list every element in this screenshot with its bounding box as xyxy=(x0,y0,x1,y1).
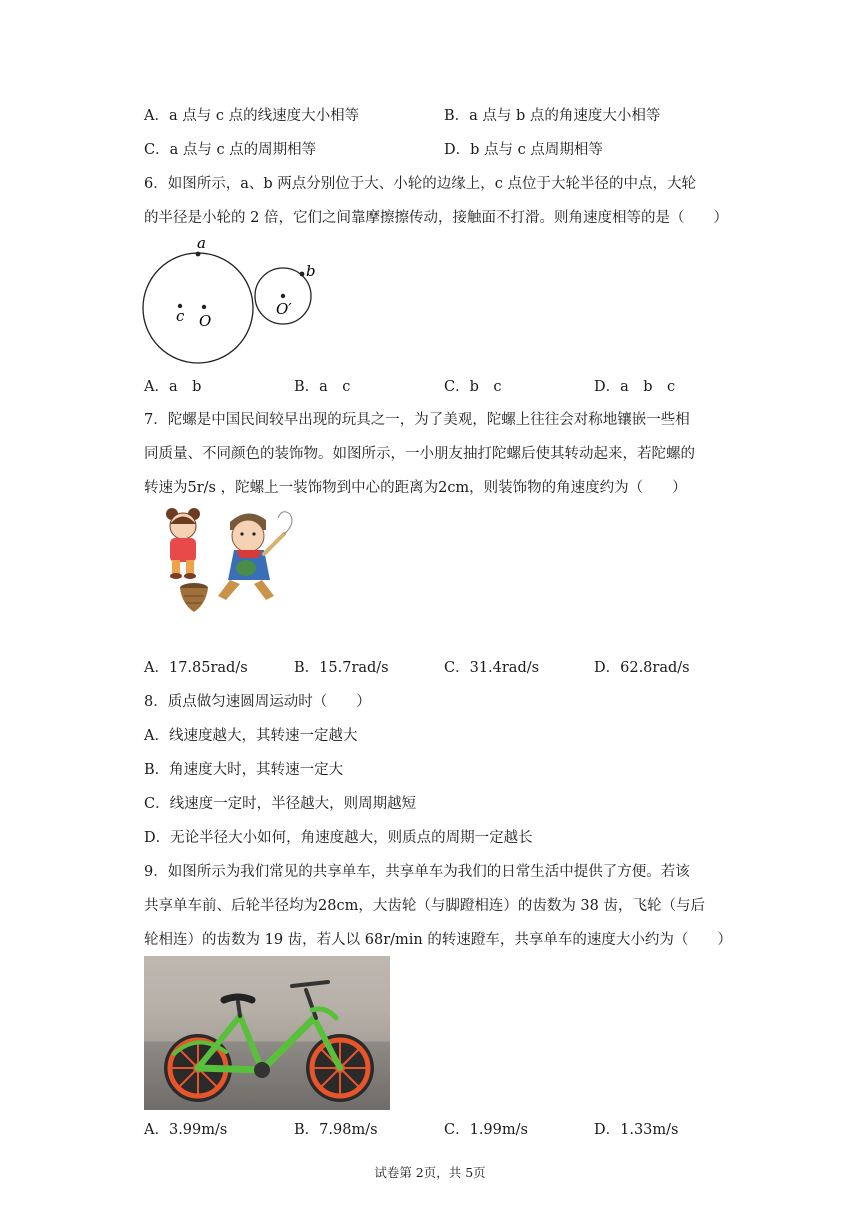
girl-figure xyxy=(166,508,200,579)
q7-option-c: C．31.4rad/s xyxy=(444,660,540,676)
label-c: c xyxy=(176,307,185,325)
q5-option-a: A．a 点与 c 点的线速度大小相等 xyxy=(144,108,360,124)
q6-option-b: B．a c xyxy=(294,379,351,395)
label-a: a xyxy=(197,234,206,252)
center-o xyxy=(202,305,206,309)
q8-option-b: B．角速度大时，其转速一定大 xyxy=(144,762,344,778)
boy-figure xyxy=(218,512,292,600)
label-o-prime: O′ xyxy=(276,300,292,318)
q7-stem-line3: 转速为5r/s ，陀螺上一装饰物到中心的距离为2cm，则装饰物的角速度约为（ ） xyxy=(144,480,687,496)
q6-option-c: C．b c xyxy=(444,379,502,395)
q5-option-c: C．a 点与 c 点的周期相等 xyxy=(144,142,317,158)
point-b xyxy=(300,272,305,277)
friction-wheels-figure xyxy=(140,234,340,370)
q6-stem-line2: 的半径是小轮的 2 倍，它们之间靠摩擦擦传动，接触面不打滑。则角速度相等的是（ ） xyxy=(144,210,728,226)
q6-option-a: A．a b xyxy=(144,379,202,395)
shared-bicycle-photo xyxy=(144,956,390,1110)
spinning-top xyxy=(180,583,208,612)
chainring xyxy=(254,1062,270,1078)
q7-stem-line2: 同质量、不同颜色的装饰物。如图所示，一小朋友抽打陀螺后使其转动起来，若陀螺的 xyxy=(144,446,695,462)
q6-option-d: D．a b c xyxy=(594,379,676,395)
q9-option-a: A．3.99m/s xyxy=(144,1122,228,1138)
q9-stem-line2: 共享单车前、后轮半径均为28cm，大齿轮（与脚蹬相连）的齿数为 38 齿，飞轮（与后 xyxy=(144,898,705,914)
q8-option-a: A．线速度越大，其转速一定越大 xyxy=(144,728,358,744)
q9-stem-line3: 轮相连）的齿数为 19 齿，若人以 68r/min 的转速蹬车，共享单车的速度大小约为（ ） xyxy=(144,932,732,948)
q7-option-d: D．62.8rad/s xyxy=(594,660,690,676)
large-wheel xyxy=(143,253,253,363)
q5-option-d: D．b 点与 c 点周期相等 xyxy=(444,142,603,158)
q8-option-d: D．无论半径大小如何，角速度越大，则质点的周期一定越长 xyxy=(144,830,533,846)
q8-option-c: C．线速度一定时，半径越大，则周期越短 xyxy=(144,796,417,812)
page-footer: 试卷第 2页，共 5页 xyxy=(374,1165,486,1180)
q9-option-c: C．1.99m/s xyxy=(444,1122,528,1138)
center-o-prime xyxy=(281,294,285,298)
q6-stem-line1: 6．如图所示，a、b 两点分别位于大、小轮的边缘上，c 点位于大轮半径的中点，大轮 xyxy=(144,176,696,192)
spinning-top-children-illustration xyxy=(150,504,300,616)
q7-stem-line1: 7．陀螺是中国民间较早出现的玩具之一，为了美观，陀螺上往往会对称地镶嵌一些相 xyxy=(144,412,690,428)
q7-option-a: A．17.85rad/s xyxy=(144,660,248,676)
label-o: O xyxy=(199,312,212,330)
point-a xyxy=(196,252,201,257)
q8-stem: 8．质点做匀速圆周运动时（ ） xyxy=(144,694,371,710)
q9-option-d: D．1.33m/s xyxy=(594,1122,679,1138)
label-b: b xyxy=(306,262,316,280)
q9-option-b: B．7.98m/s xyxy=(294,1122,378,1138)
q5-option-b: B．a 点与 b 点的角速度大小相等 xyxy=(444,108,661,124)
q7-option-b: B．15.7rad/s xyxy=(294,660,389,676)
q9-stem-line1: 9．如图所示为我们常见的共享单车，共享单车为我们的日常生活中提供了方便。若该 xyxy=(144,864,690,880)
